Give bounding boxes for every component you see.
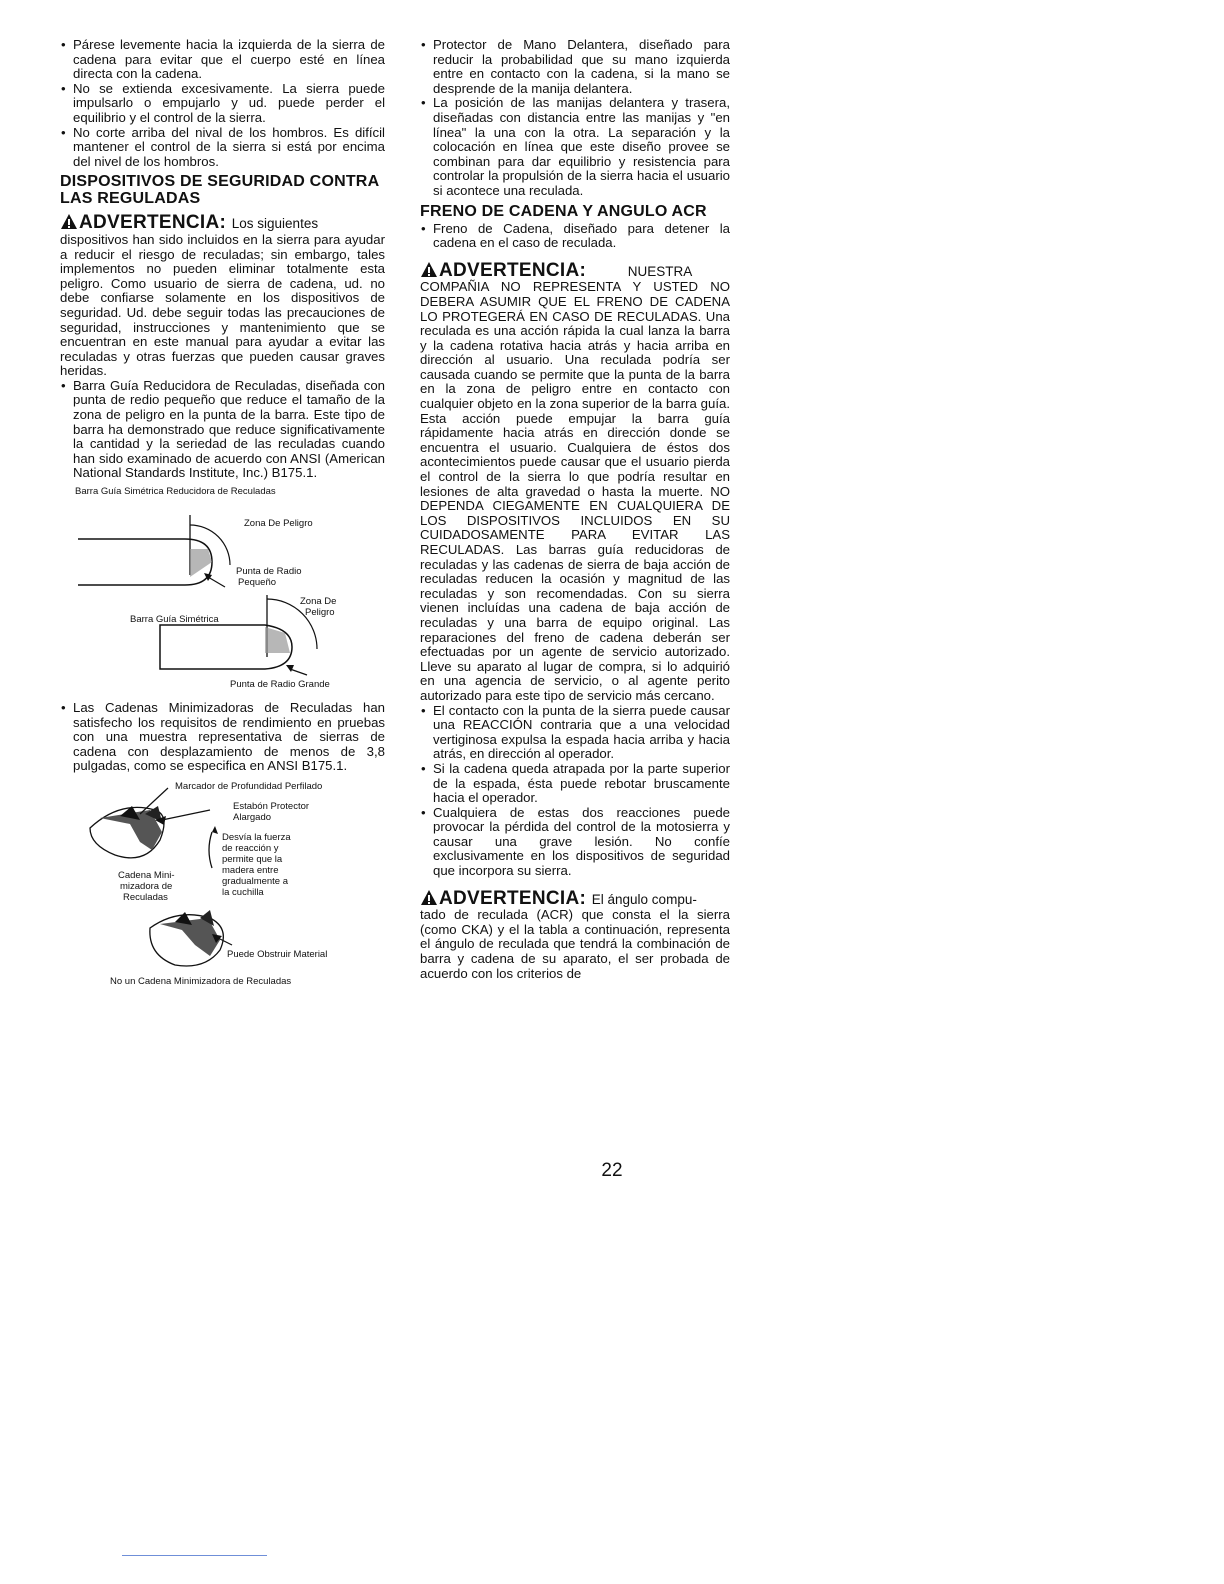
warning-heading (60, 212, 232, 233)
list-item: • La posición de las manijas delantera y trasera, diseñadas con distancia entre las manijas y "en línea" la una con la otra. La separación y la colocación en línea que este diseño provee se combinan para dar equilibrio y resistencia para controlar la propulsión de la sierra hacia el usuario si acontece una reculada. (420, 96, 730, 198)
label-cadena-1: Cadena Mini- (118, 870, 175, 881)
label-no-cadena: No un Cadena Minimizadora de Reculadas (110, 976, 292, 987)
bottom-bullet-list (420, 704, 730, 879)
label-zona-peligro: Zona De Peligro (244, 518, 313, 530)
list-item: • No corte arriba del nival de los hombros. Es difícil mantener el control de la sierra si está por encima del nivel de los hombros. (60, 126, 385, 170)
label-punta-grande: Punta de Radio Grande (230, 679, 330, 691)
warning-label: ADVERTENCIA: (79, 212, 227, 234)
label-barra-simetrica: Barra Guía Simétrica (130, 614, 219, 626)
freno-bullet-list (420, 222, 730, 251)
list-item: • Freno de Cadena, diseñado para detener la cadena en el caso de reculada. (420, 222, 730, 251)
page-number: 22 (601, 1160, 623, 1181)
chain-figure (60, 780, 385, 1008)
label-cadena-3: Reculadas (123, 892, 168, 903)
warning-block (60, 213, 385, 379)
warning-text: tado de reculada (ACR) que consta el la sierra (como CKA) y el la tabla a continuación, representa el ángulo de reculada que tendrá la combinación de barra y cadena de su aparato, el ser probada de acuerdo con los criterios de (420, 907, 730, 981)
label-desvia-3: permite que la (222, 854, 283, 865)
figure-title: Barra Guía Simétrica Reducidora de Reculadas (75, 486, 276, 498)
top-bullet-list (420, 38, 730, 199)
list-item: • No se extienda excesivamente. La sierra puede impulsarlo o empujarlo y ud. puede perder el equilibrio y el control de la sierra. (60, 82, 385, 126)
label-marcador: Marcador de Profundidad Perfilado (175, 781, 323, 792)
list-item: • Barra Guía Reducidora de Reculadas, diseñada con punta de redio pequeño que reduce el tamaño de la zona de peligro en la punta de la barra. Este tipo de barra ha demonstrado que reduce significativamente la cantidad y la seriedad de las reculadas cuando han sido examinado de acuerdo con ANSI (American National Standards Institute, Inc.) B175.1. (60, 379, 385, 481)
warning-block-acr (420, 889, 730, 982)
warning-heading (420, 888, 592, 909)
label-alargado: Alargado (233, 812, 272, 823)
list-item: • Si la cadena queda atrapada por la parte superior de la espada, ésta puede rebotar bruscamente hacia el operador. (420, 762, 730, 806)
warning-label: ADVERTENCIA: (439, 259, 587, 281)
warning-lead: El ángulo compu- (591, 891, 697, 907)
warning-triangle-icon (420, 889, 438, 909)
label-desvia-5: gradualmente a (222, 876, 289, 887)
label-desvia-4: madera entre (222, 865, 279, 876)
warning-text: COMPAÑIA NO REPRESENTA Y USTED NO DEBERA ASUMIR QUE EL FRENO DE CADENA LO PROTEGERÁ EN CASO DE RECULADAS. Una reculada es una acción rápida la cual lanza la barra y la cadena rotativa hacia atrás y hacia arriba en dirección al usuario. Una reculada podría ser causada cuando se permite que la punta de la barra en la zona de peligro entre en contacto con cualquier objeto en la zona superior de la barra guía. Esta acción puede empujar la barra guía rápidamente hacia atrás en dirección donde se encuentra el usuario. Cualquiera de éstos dos acontecimientos puede causar que el usuario pierda el control de la sierra lo que podría resultar en lesiones de alta gravedad o hasta la muerte. NO DEPENDA CIEGAMENTE EN CUALQUIERA DE LOS DISPOSITIVOS INCLUIDOS EN SU CUIDADOSAMENTE PARA EVITAR LAS RECULADAS. Las barras guía reducidoras de reculadas y las cadenas de sierra de baja acción de reculadas reducen la ocasión y magnitud de las reculadas y son recomendadas. Con su sierra vienen incluídas una cadena de baja acción de reculadas y una barra de equipo original. Las reparaciones del freno de cadena deberán ser efectuadas por un agente de servicio autorizado. Lleve su aparato al lugar de compra, si lo adquirió en una agencia de servicio, o al agente perito autorizado para este tipo de servicio más cercano. (420, 279, 730, 703)
intro-bullet-list (60, 38, 385, 169)
label-obstruir: Puede Obstruir Material (227, 949, 328, 960)
label-desvia-2: de reacción y (222, 843, 279, 854)
guide-bar-figure (60, 487, 385, 699)
warning-heading (420, 260, 592, 281)
footer-divider (122, 1555, 267, 1556)
list-item: • Las Cadenas Minimizadoras de Reculadas han satisfecho los requisitos de rendimiento en pruebas con una muestra representativa de sierras de cadena con desplazamiento de menos de 3,8 pulgadas, como se especifica en ANSI B175.1. (60, 701, 385, 774)
label-desvia-6: la cuchilla (222, 887, 264, 898)
warning-lead: NUESTRA (627, 263, 693, 279)
label-estabon: Estabón Protector (233, 801, 310, 812)
label-peligro: Peligro (305, 607, 335, 619)
warning-label: ADVERTENCIA: (439, 887, 587, 909)
warning-text: dispositivos han sido incluidos en la sierra para ayudar a reducir el riesgo de reculadas; sin embargo, tales implementos no pueden eliminar totalmente esta peligro. Como usuario de sierra de cadena, ud. no debe confiarse solamente en los dispositivos de seguridad. Ud. debe seguir todas las precauciones de seguridad, instrucciones y mantenimiento que se encuentran en este manual para ayudar a evitar las reculadas y otras fuerzas que pueden causar graves heridas. (60, 231, 385, 379)
warning-lead: Los siguientes (231, 216, 319, 232)
label-cadena-2: mizadora de (120, 881, 173, 892)
section-title-freno: FRENO DE CADENA Y ANGULO ACR (420, 202, 707, 220)
warning-block (420, 261, 730, 704)
list-item: • Párese levemente hacia la izquierda de la sierra de cadena para evitar que el cuerpo esté en línea directa con la cadena. (60, 38, 385, 82)
list-item: • El contacto con la punta de la sierra puede causar una REACCIÓN contraria que a una velocidad vertiginosa expulsa la espada hacia arriba y hacia atrás, en dirección al operador. (420, 704, 730, 762)
list-item: • Cualquiera de estas dos reacciones puede provocar la pérdida del control de la motosierra y causar una grave lesión. No confíe exclusivamente en los dispositivos de seguridad que incorpora su sierra. (420, 806, 730, 879)
guide-bar-diagram (60, 487, 380, 699)
label-punta-radio: Punta de Radio (236, 566, 302, 578)
list-item: • Protector de Mano Delantera, diseñado para reducir la probabilidad que su mano izquierda entre en contacto con la cadena, si la mano se desprende de la manija delantera. (420, 38, 730, 96)
label-desvia-1: Desvía la fuerza (222, 832, 291, 843)
chain-diagram (60, 780, 380, 1008)
left-column (60, 38, 385, 1008)
warning-triangle-icon (60, 213, 78, 233)
bar-bullet-list (60, 379, 385, 481)
label-pequeno: Pequeño (238, 577, 277, 589)
section-title-dispositivos: DISPOSITIVOS DE SEGURIDAD CONTRA LAS REGULADAS (60, 173, 379, 208)
warning-triangle-icon (420, 261, 438, 281)
right-column (420, 38, 730, 981)
chain-bullet-list (60, 701, 385, 774)
label-zona-de: Zona De (300, 596, 337, 608)
